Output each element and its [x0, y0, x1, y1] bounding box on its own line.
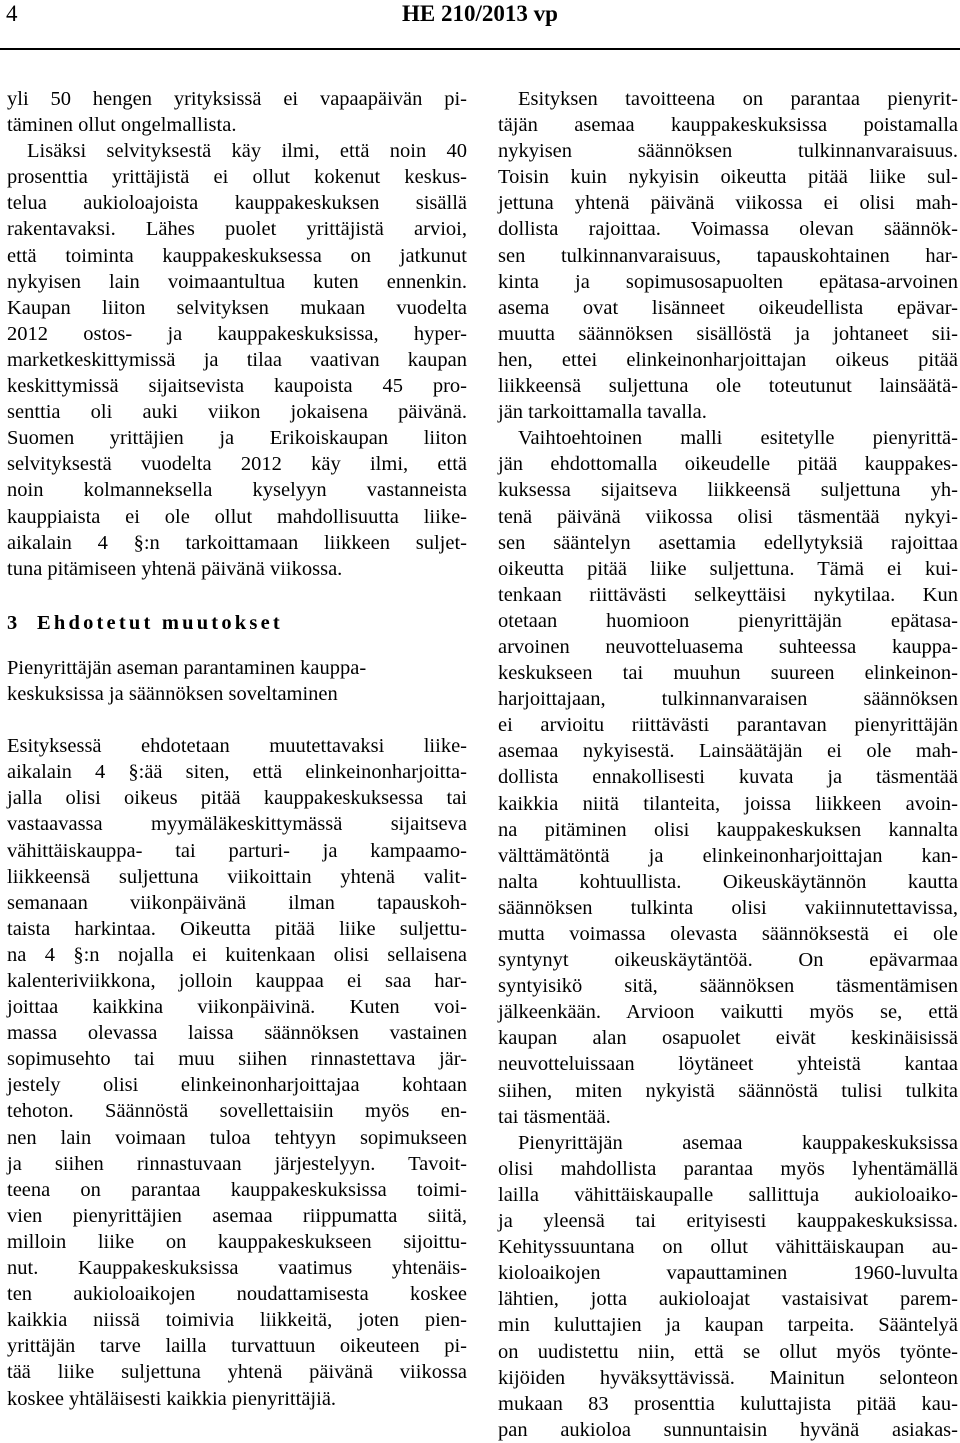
text-line: sopimusehto tai muu siihen rinnastettava jär-: [7, 1048, 467, 1071]
text-line: marketkeskittymissä ja tilaa vaativan kaupan: [7, 348, 467, 371]
text-line: syntynyt oikeuskäytäntöä. On epävarmaa: [498, 949, 958, 972]
section-number: 3: [7, 611, 18, 634]
text-line: tehoton. Säännöstä sovellettaisiin myös en-: [7, 1100, 467, 1123]
subheading-line: keskuksissa ja säännöksen soveltaminen: [7, 682, 338, 705]
text-line: prosenttia yrittäjistä ei ollut kokenut keskus-: [7, 166, 467, 189]
text-line: vastaavassa myymäläkeskittymässä sijaitseva: [7, 813, 467, 836]
text-line: jettuna yhtenä päivänä viikossa ei olisi mah-: [498, 192, 958, 215]
spacer: [7, 707, 467, 733]
section-title: Ehdotetut muutokset: [37, 611, 283, 634]
text-line: jälkeenkään. Arvioon vaikutti myös se, että: [498, 1001, 958, 1024]
text-line: lailla vähittäiskaupalle sallittuja aukioloaiko-: [498, 1183, 958, 1206]
text-line: ja yleensä tai erityisesti kauppakeskuksissa.: [498, 1210, 958, 1233]
text-line: syntyisikö sitä, säännöksen täsmentämisen: [498, 975, 958, 998]
text-line: taista harkintaa. Oikeutta pitää liike suljettu-: [7, 917, 467, 940]
text-line: siihen, miten nykyistä säännöstä tulisi tulkita: [498, 1079, 958, 1102]
text-line: vien pienyrittäjien asemaa riippumatta siitä,: [7, 1204, 467, 1227]
text-line: jän tarkoittamalla tavalla.: [498, 401, 707, 424]
text-line: nen lain voimaan tuloa tehtyyn sopimukseen: [7, 1126, 467, 1149]
text-line: täminen ollut ongelmallista.: [7, 114, 237, 137]
text-line: teena on parantaa kauppakeskuksissa toimi-: [7, 1178, 467, 1201]
text-line: Esityksen tavoitteena on parantaa pienyrit-: [518, 88, 958, 110]
text-line: hen, ettei elinkeinonharjoittajan oikeus pitää: [498, 348, 958, 371]
text-line: arvoinen neuvotteluasema suhteessa kauppa-: [498, 635, 958, 658]
text-line: tuna pitämiseen yhtenä päivänä viikossa.: [7, 557, 343, 580]
text-line: kaupan alan osapuolet eivät keskinäisissä: [498, 1027, 958, 1050]
text-line: kijöiden hyväksyttävissä. Mainitun selonteon: [498, 1366, 958, 1389]
text-line: aikalain 4 §:ää siten, että elinkeinonharjoitta-: [7, 761, 467, 784]
text-line: säännöksen tulkinta olisi vakiinnutettavissa,: [498, 896, 958, 919]
text-line: oikeutta pitää liike suljettuna. Tämä ei kui-: [498, 557, 958, 580]
text-line: kauppiaista ei ole ollut mahdollisuutta liike-: [7, 505, 467, 528]
text-line: Pienyrittäjän asemaa kauppakeskuksissa: [518, 1131, 958, 1154]
text-line: Suomen yrittäjien ja Erikoiskaupan liiton: [7, 427, 467, 450]
text-line: muutta säännöksen sisällöstä ja johtaneet sii-: [498, 322, 958, 345]
text-line: neuvotteluissaan löytäneet yhteistä kantaa: [498, 1053, 958, 1076]
text-line: Vaihtoehtoinen malli esitetylle pienyrittä-: [518, 427, 958, 450]
text-line: rakentavaksi. Lähes puolet yrittäjistä arvioi,: [7, 218, 467, 241]
text-line: jalla olisi oikeus pitää kauppakeskuksessa tai: [7, 787, 467, 810]
text-line: Lisäksi selvityksestä käy ilmi, että noin 40: [27, 140, 467, 163]
text-line: joittaa kaikkina viikonpäivinä. Kuten voi-: [7, 996, 467, 1019]
text-line: na pitäminen olisi kauppakeskuksen kannalta: [498, 818, 958, 841]
text-line: Kaupan liiton selvityksen mukaan vuodelta: [7, 296, 467, 319]
header-rule: [0, 48, 960, 50]
text-line: tai täsmentää.: [498, 1105, 611, 1128]
text-line: telua aukioloajoista kauppakeskuksen sisällä: [7, 192, 467, 215]
text-line: keskukseen tai muuhun suureen elinkeinon-: [498, 662, 958, 685]
text-line: na 4 §:n nojalla ei kuitenkaan olisi sellaisena: [7, 943, 467, 966]
text-line: asemaa nykyisestä. Lainsäätäjän ei ole mah-: [498, 740, 958, 763]
text-line: sen tulkinnanvaraisuus, tapauskohtainen har-: [498, 244, 958, 267]
text-line: massa olevassa laissa säännöksen vastainen: [7, 1022, 467, 1045]
text-line: otetaan huomioon pienyrittäjän epätasa-: [498, 609, 958, 632]
text-line: dollista ennakollisesti kuvata ja täsmentää: [498, 766, 958, 789]
text-line: tenä päivänä viikossa olisi täsmentää nykyi-: [498, 505, 958, 528]
text-line: min kuluttajien ja kaupan tarpeita. Sääntelyä: [498, 1314, 958, 1337]
spacer: [7, 645, 467, 655]
text-line: selvityksestä vuodelta 2012 käy ilmi, että: [7, 453, 467, 476]
text-line: nalta kohtuullista. Oikeuskäytännön kautta: [498, 870, 958, 893]
text-line: tää liike suljettuna yhtenä päivänä viikossa: [7, 1361, 467, 1384]
text-line: välttämätöntä ja elinkeinonharjoittajan kan-: [498, 844, 958, 867]
text-line: kinta ja sopimusosapuolten epätasa-arvoinen: [498, 270, 958, 293]
text-line: Kehityssuuntana on ollut vähittäiskaupan au-: [498, 1236, 958, 1259]
text-line: semanaan viikonpäivänä ilman tapauskoh-: [7, 891, 467, 914]
text-line: liikkeensä suljettuna viikoittain yhtenä valit-: [7, 865, 467, 888]
page-number: 4: [6, 1, 18, 26]
text-line: olisi mahdollista parantaa myös lyhentämällä: [498, 1157, 958, 1180]
text-line: nykyisen säännöksen tulkinnanvaraisuus.: [498, 140, 958, 163]
text-line: asema ovat lisänneet oikeudellista epävar-: [498, 296, 958, 319]
text-line: kuksessa sijaitseva liikkeensä suljettuna yh-: [498, 479, 958, 502]
text-line: tenkaan riittävästi selkeyttäisi nykytilaa. Kun: [498, 583, 958, 606]
text-line: yli 50 hengen yrityksissä ei vapaapäivän pi-: [7, 88, 467, 110]
text-line: ten aukioloaikojen noudattamisesta koskee: [7, 1283, 467, 1306]
text-line: aikalain 4 §:n tarkoittamaan liikkeen suljet-: [7, 531, 467, 554]
text-line: nykyisen lain voimaantultua kuten ennenkin.: [7, 270, 467, 293]
text-line: lähtien, jotta aukioloajat vastaisivat parem-: [498, 1288, 958, 1311]
text-line: nut. Kauppakeskuksissa vaatimus yhtenäis-: [7, 1257, 467, 1280]
text-line: että toiminta kauppakeskuksessa on jatkunut: [7, 244, 467, 267]
text-line: vähittäiskauppa- tai parturi- ja kampaamo-: [7, 839, 467, 862]
text-line: senttia oli auki viikon jokaisena päivänä.: [7, 401, 467, 424]
text-line: milloin liike on kauppakeskukseen sijoittu-: [7, 1230, 467, 1253]
text-line: on uudistettu niin, että se ollut myös työnte-: [498, 1340, 958, 1363]
spacer: [7, 582, 467, 608]
text-line: 2012 ostos- ja kauppakeskuksissa, hyper-: [7, 322, 467, 345]
text-line: noin kolmanneksella kyselyyn vastanneista: [7, 479, 467, 502]
text-line: kalenteriviikkona, jolloin kauppaa ei saa har-: [7, 970, 467, 992]
text-line: kioloaikojen vapauttaminen 1960-luvulta: [498, 1262, 958, 1285]
text-line: sen sääntelyn asettamia edellytyksiä rajoittaa: [498, 531, 958, 554]
text-line: pan aukioloa sunnuntaisin hyvänä asiakas-: [498, 1418, 958, 1441]
text-line: ja siihen rinnastuvaan järjestelyyn. Tavoit-: [7, 1152, 467, 1175]
text-line: yrittäjän tarve lailla turvattuun oikeuteen pi-: [7, 1335, 467, 1358]
text-line: keskittymissä sijaitsevista kaupoista 45 pro-: [7, 375, 467, 398]
text-line: mutta voimassa olevasta säännöksestä ei ole: [498, 923, 958, 945]
text-line: koskee yhtäläisesti kaikkia pienyrittäjiä.: [7, 1387, 337, 1410]
right-column: [498, 86, 958, 1443]
text-line: harjoittajaan, tulkinnanvaraisen säännöksen: [498, 688, 958, 711]
text-line: mukaan 83 prosenttia kuluttajista pitää kau-: [498, 1392, 958, 1415]
left-column: [7, 86, 467, 1412]
text-line: dollista rajoittaa. Voimassa olevan säännök-: [498, 218, 958, 241]
subheading-line: Pienyrittäjän aseman parantaminen kauppa-: [7, 656, 367, 679]
text-line: kaikkia niissä toimivia liikkeitä, joten pien-: [7, 1309, 467, 1332]
text-line: kaikkia niitä tilanteita, joissa liikkeen avoin-: [498, 792, 958, 815]
text-line: täjän asemaa kauppakeskuksissa poistamalla: [498, 114, 958, 137]
text-line: Toisin kuin nykyisin oikeutta pitää liike sul-: [498, 166, 958, 189]
text-line: liikkeensä suljettuna ole toteutunut lainsäätä-: [498, 375, 958, 398]
document-id: HE 210/2013 vp: [402, 1, 558, 26]
text-line: jän ehdottomalla oikeudelle pitää kauppakes-: [498, 453, 958, 476]
text-line: jestely olisi elinkeinonharjoittajaa kohtaan: [7, 1074, 467, 1097]
section-heading: [7, 608, 467, 645]
text-line: ei arvioitu riittävästi parantavan pienyrittäjän: [498, 714, 958, 737]
text-line: Esityksessä ehdotetaan muutettavaksi liike-: [7, 735, 467, 758]
